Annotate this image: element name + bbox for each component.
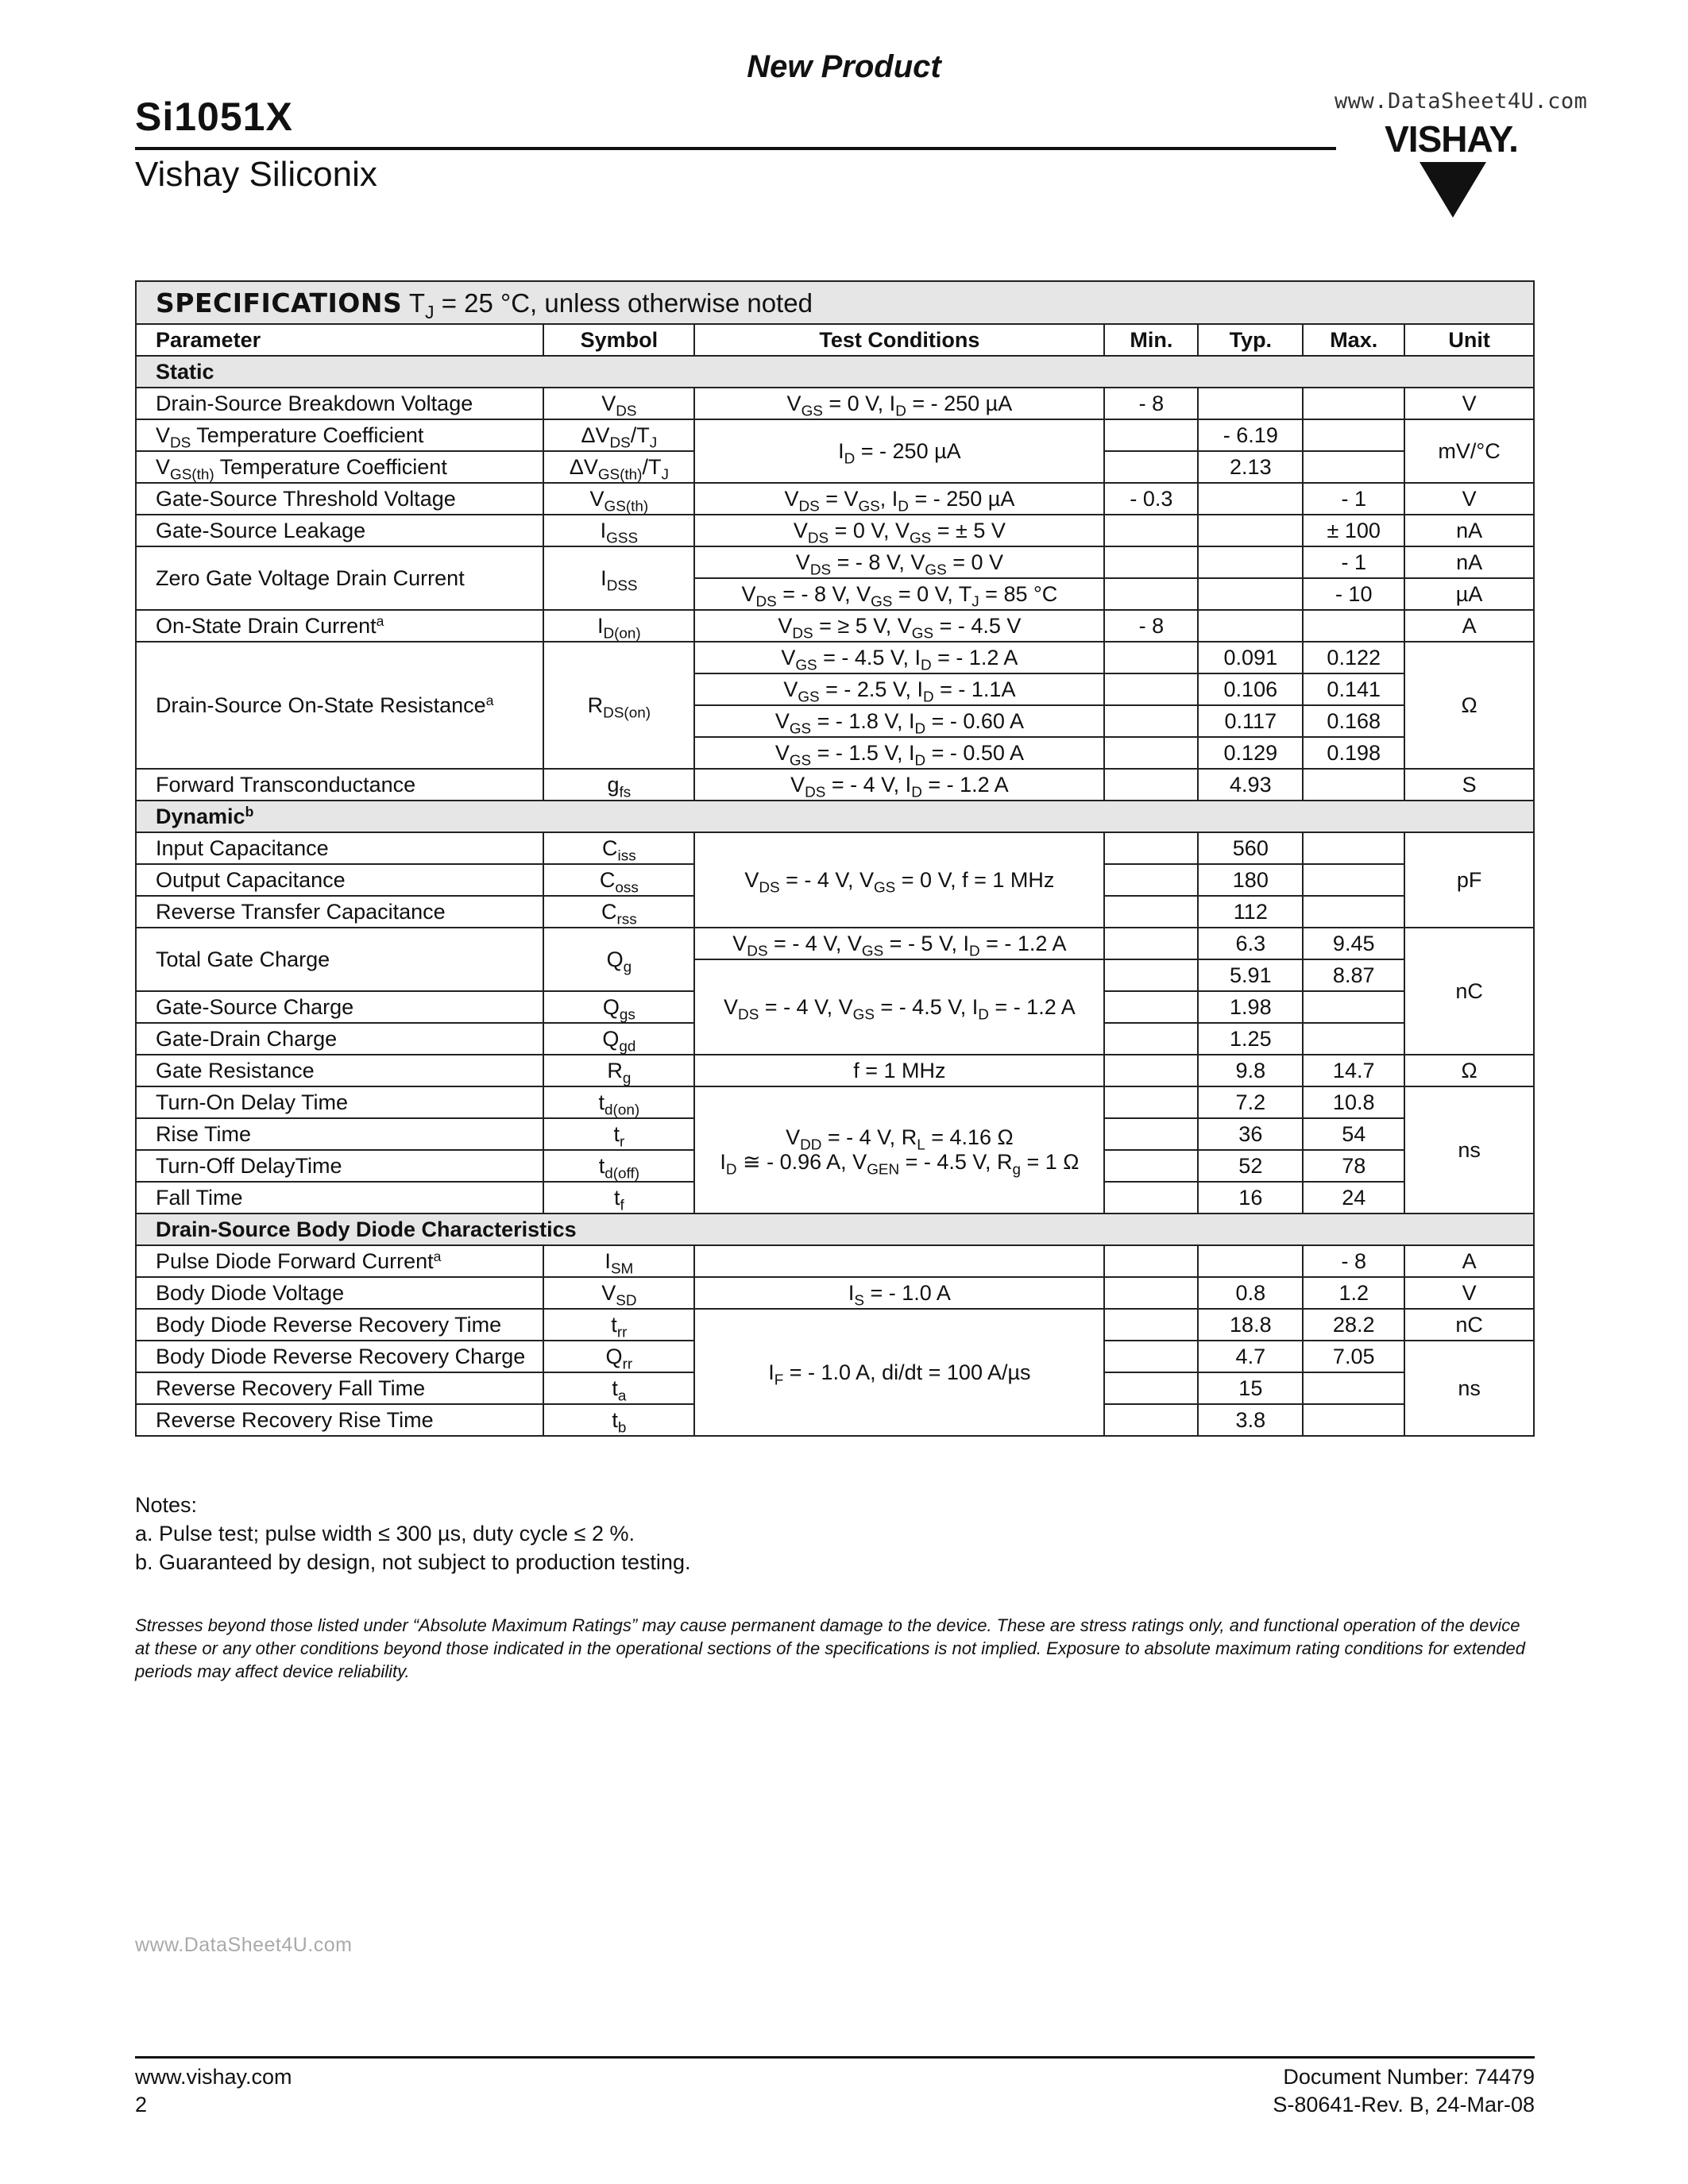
unit-cell: ns [1404, 1341, 1534, 1436]
typ-cell: 180 [1198, 864, 1303, 896]
table-row [136, 1086, 1534, 1118]
condition-cell: $V_{DS} = V_{GS}$, $I_D$ = - 250 µA [694, 483, 1104, 515]
condition-cell: $V_{GS} = 0$ V, $I_D$ = - 250 µA [694, 388, 1104, 419]
symbol-cell: $V_{GS(th)}$ [543, 483, 694, 515]
min-cell [1104, 451, 1198, 483]
table-row [136, 1245, 1534, 1277]
max-cell: - 10 [1303, 578, 1404, 610]
condition-cell: $V_{GS}$ = - 4.5 V, $I_D$ = - 1.2 A [694, 642, 1104, 673]
parameter-cell: Turn-On Delay Time [136, 1086, 543, 1118]
footer-rule [135, 2056, 1535, 2059]
table-row [136, 769, 1534, 801]
parameter-cell: Zero Gate Voltage Drain Current [136, 546, 543, 610]
min-cell [1104, 642, 1198, 673]
typ-cell: 0.117 [1198, 705, 1303, 737]
note-b: b. Guaranteed by design, not subject to production testing. [135, 1550, 691, 1574]
typ-cell: 1.25 [1198, 1023, 1303, 1055]
table-row [136, 546, 1534, 578]
parameter-cell: Drain-Source Breakdown Voltage [136, 388, 543, 419]
parameter-cell: Drain-Source On-State Resistance$^a$ [136, 642, 543, 769]
unit-cell: S [1404, 769, 1534, 801]
footer-website[interactable]: www.vishay.com [135, 2065, 292, 2089]
min-cell [1104, 673, 1198, 705]
table-row [136, 832, 1534, 864]
parameter-cell: Pulse Diode Forward Current$^a$ [136, 1245, 543, 1277]
parameter-cell: Fall Time [136, 1182, 543, 1214]
table-row [136, 483, 1534, 515]
max-cell: 54 [1303, 1118, 1404, 1150]
section-title: Drain-Source Body Diode Characteristics [136, 1214, 1534, 1245]
symbol-cell: $Q_{gd}$ [543, 1023, 694, 1055]
max-cell [1303, 991, 1404, 1023]
table-row [136, 928, 1534, 959]
condition-cell: $V_{DS}$ = - 4 V, $V_{GS} = 0$ V, f = 1 MHz [694, 832, 1104, 928]
condition-cell: $V_{DS}$ = - 8 V, $V_{GS} = 0$ V, $T_J = 85$ °C [694, 578, 1104, 610]
condition-cell: $V_{GS}$ = - 1.8 V, $I_D$ = - 0.60 A [694, 705, 1104, 737]
condition-cell: $I_D$ = - 250 µA [694, 419, 1104, 483]
typ-cell: 0.129 [1198, 737, 1303, 769]
symbol-cell: $Q_g$ [543, 928, 694, 991]
max-cell [1303, 1404, 1404, 1436]
typ-cell: 112 [1198, 896, 1303, 928]
min-cell [1104, 515, 1198, 546]
parameter-cell: Output Capacitance [136, 864, 543, 896]
typ-cell: 5.91 [1198, 959, 1303, 991]
max-cell: 0.168 [1303, 705, 1404, 737]
table-header-row [136, 324, 1534, 356]
unit-cell: nC [1404, 1309, 1534, 1341]
min-cell [1104, 1055, 1198, 1086]
column-header: Parameter [136, 324, 543, 356]
column-header: Min. [1104, 324, 1198, 356]
max-cell: 28.2 [1303, 1309, 1404, 1341]
max-cell: 0.122 [1303, 642, 1404, 673]
typ-cell: 560 [1198, 832, 1303, 864]
symbol-cell: $t_a$ [543, 1372, 694, 1404]
symbol-cell: $g_{fs}$ [543, 769, 694, 801]
parameter-cell: Gate-Drain Charge [136, 1023, 543, 1055]
min-cell [1104, 1086, 1198, 1118]
column-header: Max. [1303, 324, 1404, 356]
section-row [136, 356, 1534, 388]
condition-cell: $I_S$ = - 1.0 A [694, 1277, 1104, 1309]
min-cell [1104, 1182, 1198, 1214]
min-cell [1104, 864, 1198, 896]
min-cell [1104, 1372, 1198, 1404]
parameter-cell: Turn-Off DelayTime [136, 1150, 543, 1182]
symbol-cell: $t_b$ [543, 1404, 694, 1436]
min-cell [1104, 1150, 1198, 1182]
parameter-cell: $V_{DS}$ Temperature Coefficient [136, 419, 543, 451]
parameter-cell: Input Capacitance [136, 832, 543, 864]
symbol-cell: $I_{GSS}$ [543, 515, 694, 546]
typ-cell: 0.8 [1198, 1277, 1303, 1309]
min-cell [1104, 991, 1198, 1023]
max-cell [1303, 1372, 1404, 1404]
table-row [136, 642, 1534, 673]
parameter-cell: Gate-Source Leakage [136, 515, 543, 546]
max-cell: 0.198 [1303, 737, 1404, 769]
new-product-banner: New Product [747, 49, 941, 84]
typ-cell: 6.3 [1198, 928, 1303, 959]
column-header: Typ. [1198, 324, 1303, 356]
max-cell [1303, 419, 1404, 451]
parameter-cell: Reverse Transfer Capacitance [136, 896, 543, 928]
unit-cell: V [1404, 388, 1534, 419]
min-cell: - 8 [1104, 610, 1198, 642]
section-row [136, 1214, 1534, 1245]
max-cell: 0.141 [1303, 673, 1404, 705]
unit-cell: Ω [1404, 1055, 1534, 1086]
max-cell [1303, 896, 1404, 928]
typ-cell: 15 [1198, 1372, 1303, 1404]
typ-cell: 36 [1198, 1118, 1303, 1150]
condition-cell: $V_{DS}$ = - 4 V, $V_{GS}$ = - 4.5 V, $I_D$ = - 1.2 A [694, 959, 1104, 1055]
watermark-bottom: www.DataSheet4U.com [135, 1934, 353, 1956]
typ-cell [1198, 1245, 1303, 1277]
parameter-cell: Gate Resistance [136, 1055, 543, 1086]
condition-cell: $I_F$ = - 1.0 A, di/dt = 100 A/µs [694, 1309, 1104, 1436]
parameter-cell: Rise Time [136, 1118, 543, 1150]
symbol-cell: $t_{d(off)}$ [543, 1150, 694, 1182]
symbol-cell: $t_f$ [543, 1182, 694, 1214]
symbol-cell: $Q_{rr}$ [543, 1341, 694, 1372]
footer-right [1138, 2063, 1535, 2119]
symbol-cell: $t_{rr}$ [543, 1309, 694, 1341]
section-row [136, 801, 1534, 832]
unit-cell: Ω [1404, 642, 1534, 769]
footer-left [135, 2063, 292, 2119]
min-cell [1104, 1309, 1198, 1341]
parameter-cell: Forward Transconductance [136, 769, 543, 801]
typ-cell: 4.93 [1198, 769, 1303, 801]
symbol-cell: $t_r$ [543, 1118, 694, 1150]
symbol-cell: $Q_{gs}$ [543, 991, 694, 1023]
typ-cell: - 6.19 [1198, 419, 1303, 451]
logo-text: VISHAY. [1385, 118, 1518, 160]
symbol-cell: $C_{rss}$ [543, 896, 694, 928]
parameter-cell: $V_{GS(th)}$ Temperature Coefficient [136, 451, 543, 483]
max-cell: - 8 [1303, 1245, 1404, 1277]
min-cell [1104, 1341, 1198, 1372]
typ-cell: 7.2 [1198, 1086, 1303, 1118]
max-cell: - 1 [1303, 546, 1404, 578]
symbol-cell: $\Delta V_{GS(th)}/T_J$ [543, 451, 694, 483]
min-cell [1104, 419, 1198, 451]
specifications-table [135, 280, 1535, 1437]
logo-triangle-icon [1420, 162, 1486, 218]
page-number: 2 [135, 2093, 148, 2116]
symbol-cell: $C_{iss}$ [543, 832, 694, 864]
max-cell: 24 [1303, 1182, 1404, 1214]
notes-heading: Notes: [135, 1493, 198, 1517]
typ-cell: 3.8 [1198, 1404, 1303, 1436]
max-cell [1303, 388, 1404, 419]
max-cell: 1.2 [1303, 1277, 1404, 1309]
min-cell [1104, 705, 1198, 737]
max-cell: - 1 [1303, 483, 1404, 515]
min-cell [1104, 959, 1198, 991]
symbol-cell: $I_{SM}$ [543, 1245, 694, 1277]
revision: S-80641-Rev. B, 24-Mar-08 [1273, 2093, 1535, 2116]
parameter-cell: Gate-Source Threshold Voltage [136, 483, 543, 515]
symbol-cell: $V_{SD}$ [543, 1277, 694, 1309]
condition-cell: f = 1 MHz [694, 1055, 1104, 1086]
symbol-cell: $R_{DS(on)}$ [543, 642, 694, 769]
symbol-cell: $I_{D(on)}$ [543, 610, 694, 642]
min-cell [1104, 1277, 1198, 1309]
max-cell: 10.8 [1303, 1086, 1404, 1118]
document-number: Document Number: 74479 [1283, 2065, 1535, 2089]
section-title: Dynamic$^b$ [136, 801, 1534, 832]
min-cell [1104, 1023, 1198, 1055]
max-cell [1303, 1023, 1404, 1055]
parameter-cell: On-State Drain Current$^a$ [136, 610, 543, 642]
condition-cell: $V_{GS}$ = - 1.5 V, $I_D$ = - 0.50 A [694, 737, 1104, 769]
notes [135, 1491, 690, 1576]
parameter-cell: Body Diode Voltage [136, 1277, 543, 1309]
typ-cell [1198, 546, 1303, 578]
condition-cell: $V_{DS}$ = ≥ 5 V, $V_{GS}$ = - 4.5 V [694, 610, 1104, 642]
table-row [136, 419, 1534, 451]
parameter-cell: Total Gate Charge [136, 928, 543, 991]
symbol-cell: $\Delta V_{DS}/T_J$ [543, 419, 694, 451]
symbol-cell: $C_{oss}$ [543, 864, 694, 896]
parameter-cell: Body Diode Reverse Recovery Time [136, 1309, 543, 1341]
typ-cell: 0.091 [1198, 642, 1303, 673]
condition-cell [694, 1245, 1104, 1277]
max-cell: 7.05 [1303, 1341, 1404, 1372]
unit-cell: nA [1404, 546, 1534, 578]
condition-cell: $V_{DS}$ = - 4 V, $I_D$ = - 1.2 A [694, 769, 1104, 801]
table-title: SPECIFICATIONS $T_J = 25$ °C, unless otherwise noted [136, 281, 1534, 324]
condition-cell: $V_{DD}$ = - 4 V, $R_L = 4.16$ Ω $I_D$ ≅ - 0.96 A, $V_{GEN}$ = - 4.5 V, $R_g = 1$ Ω [694, 1086, 1104, 1214]
part-number: Si1051X [135, 95, 293, 139]
unit-cell: pF [1404, 832, 1534, 928]
condition-cell: $V_{DS} = 0$ V, $V_{GS}$ = ± 5 V [694, 515, 1104, 546]
unit-cell: V [1404, 483, 1534, 515]
max-cell: 78 [1303, 1150, 1404, 1182]
typ-cell [1198, 515, 1303, 546]
table-row [136, 1277, 1534, 1309]
parameter-cell: Reverse Recovery Fall Time [136, 1372, 543, 1404]
max-cell: ± 100 [1303, 515, 1404, 546]
parameter-cell: Reverse Recovery Rise Time [136, 1404, 543, 1436]
table-row [136, 1055, 1534, 1086]
column-header: Test Conditions [694, 324, 1104, 356]
unit-cell: A [1404, 1245, 1534, 1277]
max-cell: 9.45 [1303, 928, 1404, 959]
max-cell: 8.87 [1303, 959, 1404, 991]
column-header: Unit [1404, 324, 1534, 356]
typ-cell: 2.13 [1198, 451, 1303, 483]
min-cell [1104, 737, 1198, 769]
typ-cell: 9.8 [1198, 1055, 1303, 1086]
unit-cell: nA [1404, 515, 1534, 546]
max-cell: 14.7 [1303, 1055, 1404, 1086]
condition-cell: $V_{DS}$ = - 8 V, $V_{GS} = 0$ V [694, 546, 1104, 578]
vishay-logo [1368, 118, 1535, 213]
symbol-cell: $t_{d(on)}$ [543, 1086, 694, 1118]
min-cell [1104, 832, 1198, 864]
table-row [136, 1309, 1534, 1341]
min-cell [1104, 546, 1198, 578]
max-cell [1303, 769, 1404, 801]
column-header: Symbol [543, 324, 694, 356]
typ-cell: 0.106 [1198, 673, 1303, 705]
table-row [136, 388, 1534, 419]
note-a: a. Pulse test; pulse width ≤ 300 µs, duty cycle ≤ 2 %. [135, 1522, 635, 1545]
unit-cell: V [1404, 1277, 1534, 1309]
unit-cell: nC [1404, 928, 1534, 1055]
max-cell [1303, 832, 1404, 864]
min-cell [1104, 1118, 1198, 1150]
header-rule [135, 147, 1336, 150]
min-cell [1104, 769, 1198, 801]
table-row [136, 515, 1534, 546]
typ-cell: 4.7 [1198, 1341, 1303, 1372]
disclaimer: Stresses beyond those listed under “Absolute Maximum Ratings” may cause permanent damage to the device. These are stress ratings only, and functional operation of the device at these or any other conditions beyond those indicated in the operational sections of the specifications is not implied. Exposure to absolute maximum rating conditions for extended periods may affect device reliability. [135, 1615, 1526, 1681]
unit-cell: µA [1404, 578, 1534, 610]
unit-cell: mV/°C [1404, 419, 1534, 483]
typ-cell [1198, 388, 1303, 419]
min-cell [1104, 896, 1198, 928]
min-cell [1104, 1404, 1198, 1436]
min-cell: - 0.3 [1104, 483, 1198, 515]
typ-cell: 1.98 [1198, 991, 1303, 1023]
typ-cell: 52 [1198, 1150, 1303, 1182]
min-cell: - 8 [1104, 388, 1198, 419]
max-cell [1303, 864, 1404, 896]
unit-cell: ns [1404, 1086, 1534, 1214]
min-cell [1104, 1245, 1198, 1277]
condition-cell: $V_{DS}$ = - 4 V, $V_{GS}$ = - 5 V, $I_D$ = - 1.2 A [694, 928, 1104, 959]
typ-cell [1198, 483, 1303, 515]
typ-cell: 16 [1198, 1182, 1303, 1214]
min-cell [1104, 578, 1198, 610]
section-title: Static [136, 356, 1534, 388]
max-cell [1303, 451, 1404, 483]
unit-cell: A [1404, 610, 1534, 642]
max-cell [1303, 610, 1404, 642]
typ-cell: 18.8 [1198, 1309, 1303, 1341]
typ-cell [1198, 578, 1303, 610]
min-cell [1104, 928, 1198, 959]
symbol-cell: $R_g$ [543, 1055, 694, 1086]
symbol-cell: $V_{DS}$ [543, 388, 694, 419]
condition-cell: $V_{GS}$ = - 2.5 V, $I_D$ = - 1.1A [694, 673, 1104, 705]
parameter-cell: Gate-Source Charge [136, 991, 543, 1023]
table-title-row [136, 281, 1534, 324]
watermark-top: www.DataSheet4U.com [1335, 89, 1588, 114]
table-row [136, 610, 1534, 642]
symbol-cell: $I_{DSS}$ [543, 546, 694, 610]
typ-cell [1198, 610, 1303, 642]
company-name: Vishay Siliconix [135, 155, 377, 194]
parameter-cell: Body Diode Reverse Recovery Charge [136, 1341, 543, 1372]
